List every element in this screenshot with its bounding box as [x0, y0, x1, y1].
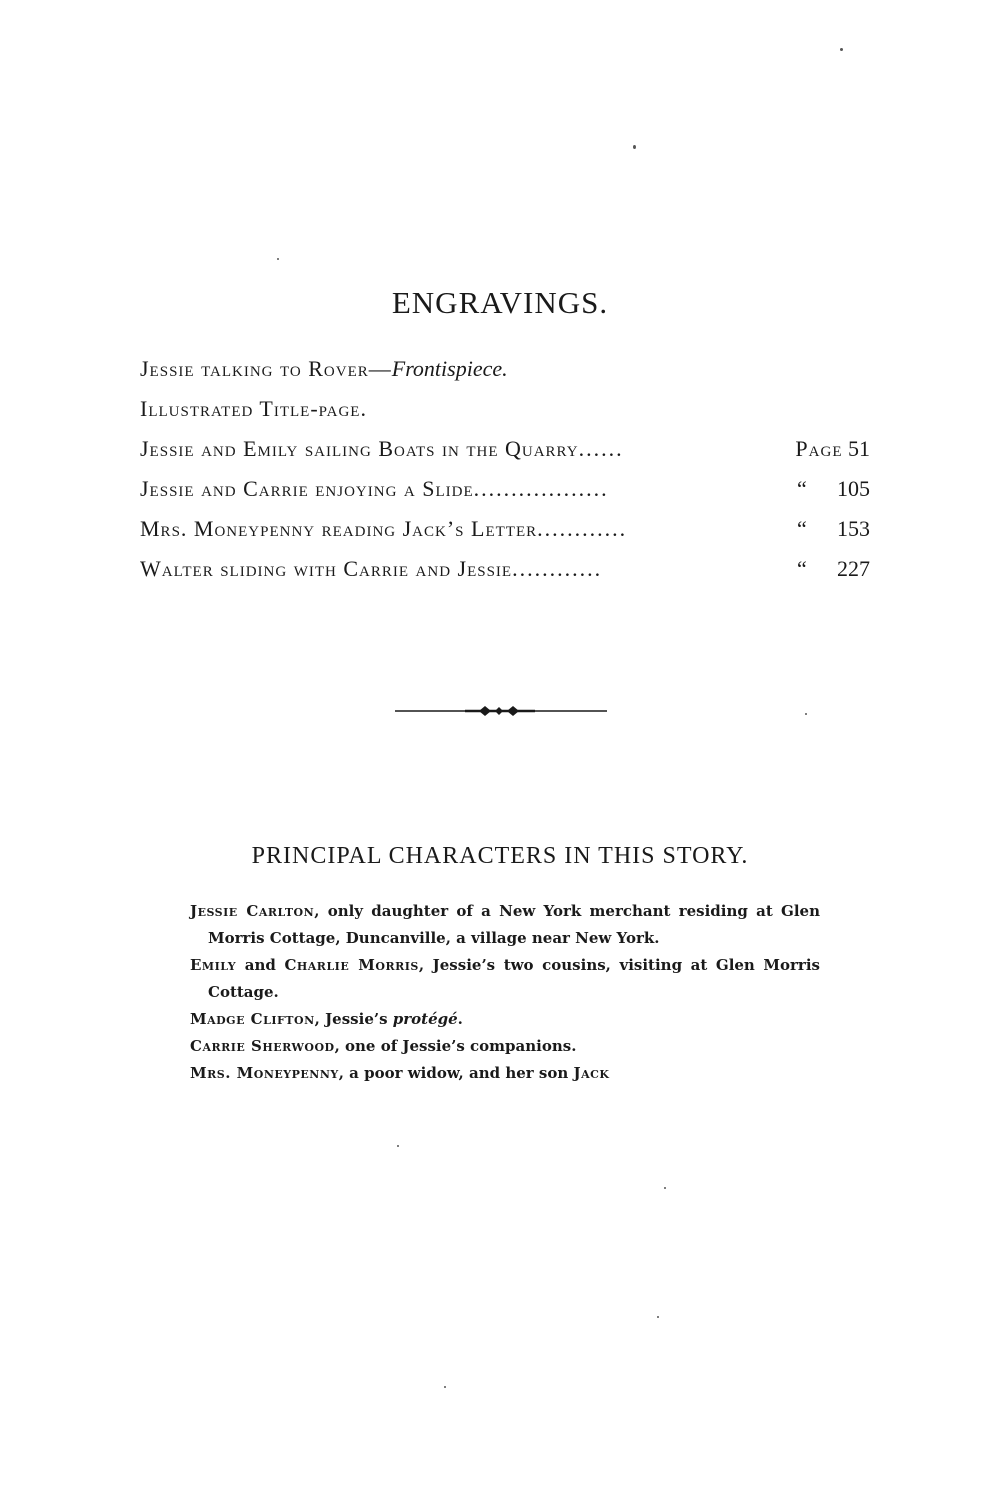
characters-heading: PRINCIPAL CHARACTERS IN THIS STORY. [251, 843, 749, 869]
characters-list [190, 898, 820, 1087]
character-description: , Jessie’s two cousins, visiting at Glen Morris Cottage. [208, 956, 820, 1001]
character-name: Jack [573, 1064, 610, 1082]
engraving-title: Mrs. Moneypenny reading Jack’s Letter [140, 516, 538, 541]
leader-dots: ............ [512, 556, 603, 581]
engraving-title: Walter sliding with Carrie and Jessie [140, 556, 513, 581]
speck [805, 713, 807, 715]
character-name: Charlie Morris [284, 956, 419, 974]
speck [444, 1386, 446, 1388]
ornament-divider [395, 702, 607, 720]
engraving-italic: Frontispiece. [391, 356, 508, 381]
engravings-list [140, 351, 870, 591]
ditto-mark: “ [797, 476, 807, 501]
speck [397, 1145, 399, 1147]
speck [840, 48, 843, 51]
page-number: 153 [837, 516, 870, 541]
character-description: , one of Jessie’s companions. [334, 1037, 577, 1055]
character-name: Emily [190, 956, 237, 974]
page-number: 51 [848, 436, 870, 461]
engraving-entry [140, 391, 870, 431]
engraving-entry [140, 431, 870, 471]
character-entry [190, 952, 820, 1006]
character-entry [190, 1006, 820, 1033]
character-name: Madge Clifton [190, 1010, 315, 1028]
leader-dots: .................. [473, 476, 609, 501]
speck [664, 1187, 666, 1189]
speck [657, 1316, 659, 1318]
character-description: , a poor widow, and her son [338, 1064, 574, 1082]
engraving-entry [140, 471, 870, 511]
engraving-entry [140, 351, 870, 391]
character-name: Jessie Carlton [190, 902, 315, 920]
engraving-entry [140, 551, 870, 591]
page-number: 105 [837, 476, 870, 501]
character-entry [190, 1060, 820, 1087]
engravings-heading: ENGRAVINGS. [391, 285, 609, 320]
ditto-mark: “ [797, 556, 807, 581]
character-name: Mrs. Moneypenny [190, 1064, 339, 1082]
speck [633, 145, 636, 149]
engraving-title: Illustrated Title-page. [140, 396, 367, 421]
engraving-entry [140, 511, 870, 551]
character-tail: . [457, 1010, 463, 1028]
page-label: Page [795, 436, 843, 461]
engraving-title: Jessie talking to Rover— [140, 356, 392, 381]
character-entry [190, 1033, 820, 1060]
speck [277, 258, 279, 260]
character-description: , only daughter of a New York merchant residing at Glen Morris Cottage, Duncanville, a village near New York. [208, 902, 821, 947]
ditto-mark: “ [797, 516, 807, 541]
character-description: , Jessie’s [314, 1010, 393, 1028]
leader-dots: ............ [537, 516, 628, 541]
character-entry [190, 898, 820, 952]
character-name: Carrie Sherwood [190, 1037, 335, 1055]
page-number: 227 [837, 556, 870, 581]
leader-dots: ...... [578, 436, 624, 461]
engraving-title: Jessie and Emily sailing Boats in the Quarry [140, 436, 579, 461]
character-description: and [236, 956, 285, 974]
engraving-title: Jessie and Carrie enjoying a Slide [140, 476, 474, 501]
character-italic: protégé [392, 1010, 458, 1028]
